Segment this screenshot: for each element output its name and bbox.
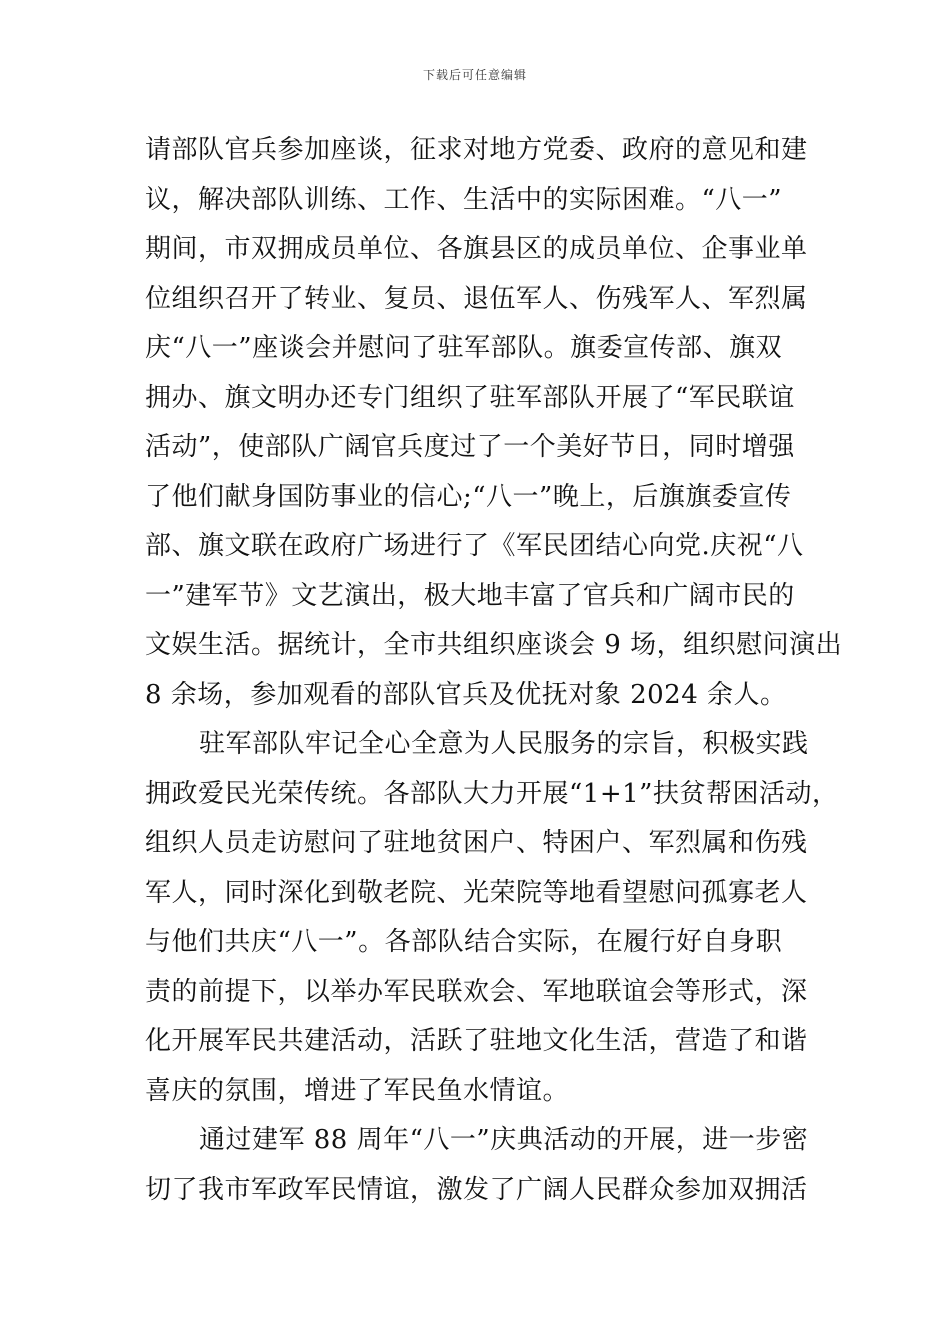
paragraph-start-line: 通过建军 88 周年“八一”庆典活动的开展，进一步密 <box>199 1125 809 1155</box>
text-line: 拥政爱民光荣传统。各部队大力开展“1+1”扶贫帮困活动， <box>145 778 839 809</box>
text-line: 化开展军民共建活动，活跃了驻地文化生活，营造了和谐 <box>145 1026 808 1056</box>
text-line: 了他们献身国防事业的信心;“八一”晚上，后旗旗委宣传 <box>145 481 792 512</box>
text-line: 组织人员走访慰问了驻地贫困户、特困户、军烈属和伤残 <box>145 828 808 858</box>
text-line: 请部队官兵参加座谈，征求对地方党委、政府的意见和建 <box>145 135 808 165</box>
paragraph-start-line: 驻军部队牢记全心全意为人民服务的宗旨，积极实践 <box>199 729 809 759</box>
text-line: 议，解决部队训练、工作、生活中的实际困难。“八一” <box>145 184 783 215</box>
text-line: 位组织召开了转业、复员、退伍军人、伤残军人、军烈属 <box>145 283 808 314</box>
text-line: 拥办、旗文明办还专门组织了驻军部队开展了“军民联谊 <box>145 382 795 413</box>
text-line: 一”建军节》文艺演出，极大地丰富了官兵和广阔市民的 <box>145 580 795 611</box>
text-line: 军人，同时深化到敬老院、光荣院等地看望慰问孤寡老人 <box>145 877 808 908</box>
body-text <box>145 126 843 1215</box>
text-line: 部、旗文联在政府广场进行了《军民团结心向党.庆祝“八 <box>145 531 804 561</box>
header-note: 下载后可任意编辑 <box>422 68 527 82</box>
text-line: 切了我市军政军民情谊，激发了广阔人民群众参加双拥活 <box>145 1174 808 1205</box>
text-line: 责的前提下，以举办军民联欢会、军地联谊会等形式，深 <box>145 976 808 1007</box>
text-line: 期间，市双拥成员单位、各旗县区的成员单位、企事业单 <box>145 234 808 264</box>
text-line: 与他们共庆“八一”。各部队结合实际，在履行好自身职 <box>145 927 783 957</box>
text-line: 活动”，使部队广阔官兵度过了一个美好节日，同时增强 <box>145 432 795 462</box>
text-line: 8 余场，参加观看的部队官兵及优抚对象 2024 余人。 <box>145 679 787 710</box>
text-line: 喜庆的氛围，增进了军民鱼水情谊。 <box>145 1075 570 1106</box>
text-line: 文娱生活。据统计，全市共组织座谈会 9 场，组织慰问演出 <box>145 630 843 660</box>
text-line: 庆“八一”座谈会并慰问了驻军部队。旗委宣传部、旗双 <box>145 333 783 363</box>
